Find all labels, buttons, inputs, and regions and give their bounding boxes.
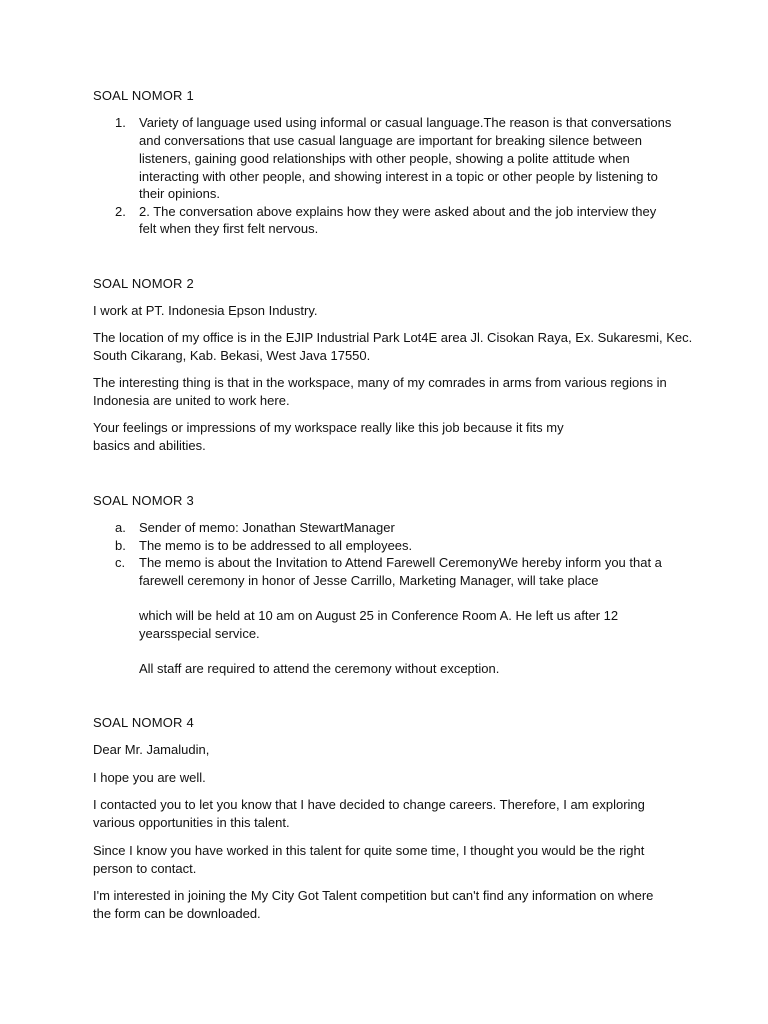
- paragraph-4-4-line-2: person to contact.: [93, 861, 197, 876]
- paragraph-2-4-line-2: basics and abilities.: [93, 438, 206, 453]
- letter-greeting: I hope you are well.: [93, 770, 206, 785]
- paragraph-4-5-line-1: I'm interested in joining the My City Got Talent competition but can't find any information on where: [93, 888, 654, 903]
- continuation-3-line-3: All staff are required to attend the ceremony without exception.: [139, 661, 500, 676]
- list-marker-1-1: 1.: [115, 115, 126, 130]
- list-item-1-1-line-1: Variety of language used using informal or casual language.The reason is that conversations: [139, 115, 672, 130]
- paragraph-2-2-line-1: The location of my office is in the EJIP Industrial Park Lot4E area Jl. Cisokan Raya, Ex. Sukaresmi, Kec.: [93, 330, 693, 345]
- list-item-1-2-line-2: felt when they first felt nervous.: [139, 221, 319, 236]
- paragraph-2-3-line-2: Indonesia are united to work here.: [93, 393, 290, 408]
- paragraph-4-3-line-1: I contacted you to let you know that I have decided to change careers. Therefore, I am exploring: [93, 797, 645, 812]
- paragraph-4-3-line-2: various opportunities in this talent.: [93, 815, 290, 830]
- continuation-3-line-2: yearsspecial service.: [139, 626, 260, 641]
- section-heading-1: SOAL NOMOR 1: [93, 88, 194, 103]
- paragraph-4-4-line-1: Since I know you have worked in this talent for quite some time, I thought you would be the right: [93, 843, 645, 858]
- list-item-3-c-line-1: The memo is about the Invitation to Attend Farewell CeremonyWe hereby inform you that a: [139, 555, 662, 570]
- list-marker-3-a: a.: [115, 520, 126, 535]
- list-item-3-c-line-2: farewell ceremony in honor of Jesse Carrillo, Marketing Manager, will take place: [139, 573, 599, 588]
- section-heading-3: SOAL NOMOR 3: [93, 493, 194, 508]
- list-marker-3-b: b.: [115, 538, 126, 553]
- list-marker-3-c: c.: [115, 555, 126, 570]
- paragraph-4-5-line-2: the form can be downloaded.: [93, 906, 261, 921]
- letter-salutation: Dear Mr. Jamaludin,: [93, 742, 210, 757]
- list-item-3-b: The memo is to be addressed to all employees.: [139, 538, 413, 553]
- paragraph-2-1: I work at PT. Indonesia Epson Industry.: [93, 303, 318, 318]
- list-item-1-1-line-2: and conversations that use casual language are important for breaking silence between: [139, 133, 642, 148]
- list-item-3-a: Sender of memo: Jonathan StewartManager: [139, 520, 395, 535]
- paragraph-2-4-line-1: Your feelings or impressions of my workspace really like this job because it fits my: [93, 420, 564, 435]
- paragraph-2-3-line-1: The interesting thing is that in the workspace, many of my comrades in arms from various regions in: [93, 375, 667, 390]
- section-heading-4: SOAL NOMOR 4: [93, 715, 194, 730]
- list-item-1-1-line-4: interacting with other people, and showing interest in a topic or other people by listening to: [139, 169, 658, 184]
- list-item-1-1-line-3: listeners, gaining good relationships with other people, showing a polite attitude when: [139, 151, 630, 166]
- list-item-1-2-line-1: 2. The conversation above explains how they were asked about and the job interview they: [139, 204, 657, 219]
- continuation-3-line-1: which will be held at 10 am on August 25 in Conference Room A. He left us after 12: [139, 608, 619, 623]
- list-marker-1-2: 2.: [115, 204, 126, 219]
- list-item-1-1-line-5: their opinions.: [139, 186, 220, 201]
- section-heading-2: SOAL NOMOR 2: [93, 276, 194, 291]
- paragraph-2-2-line-2: South Cikarang, Kab. Bekasi, West Java 17550.: [93, 348, 371, 363]
